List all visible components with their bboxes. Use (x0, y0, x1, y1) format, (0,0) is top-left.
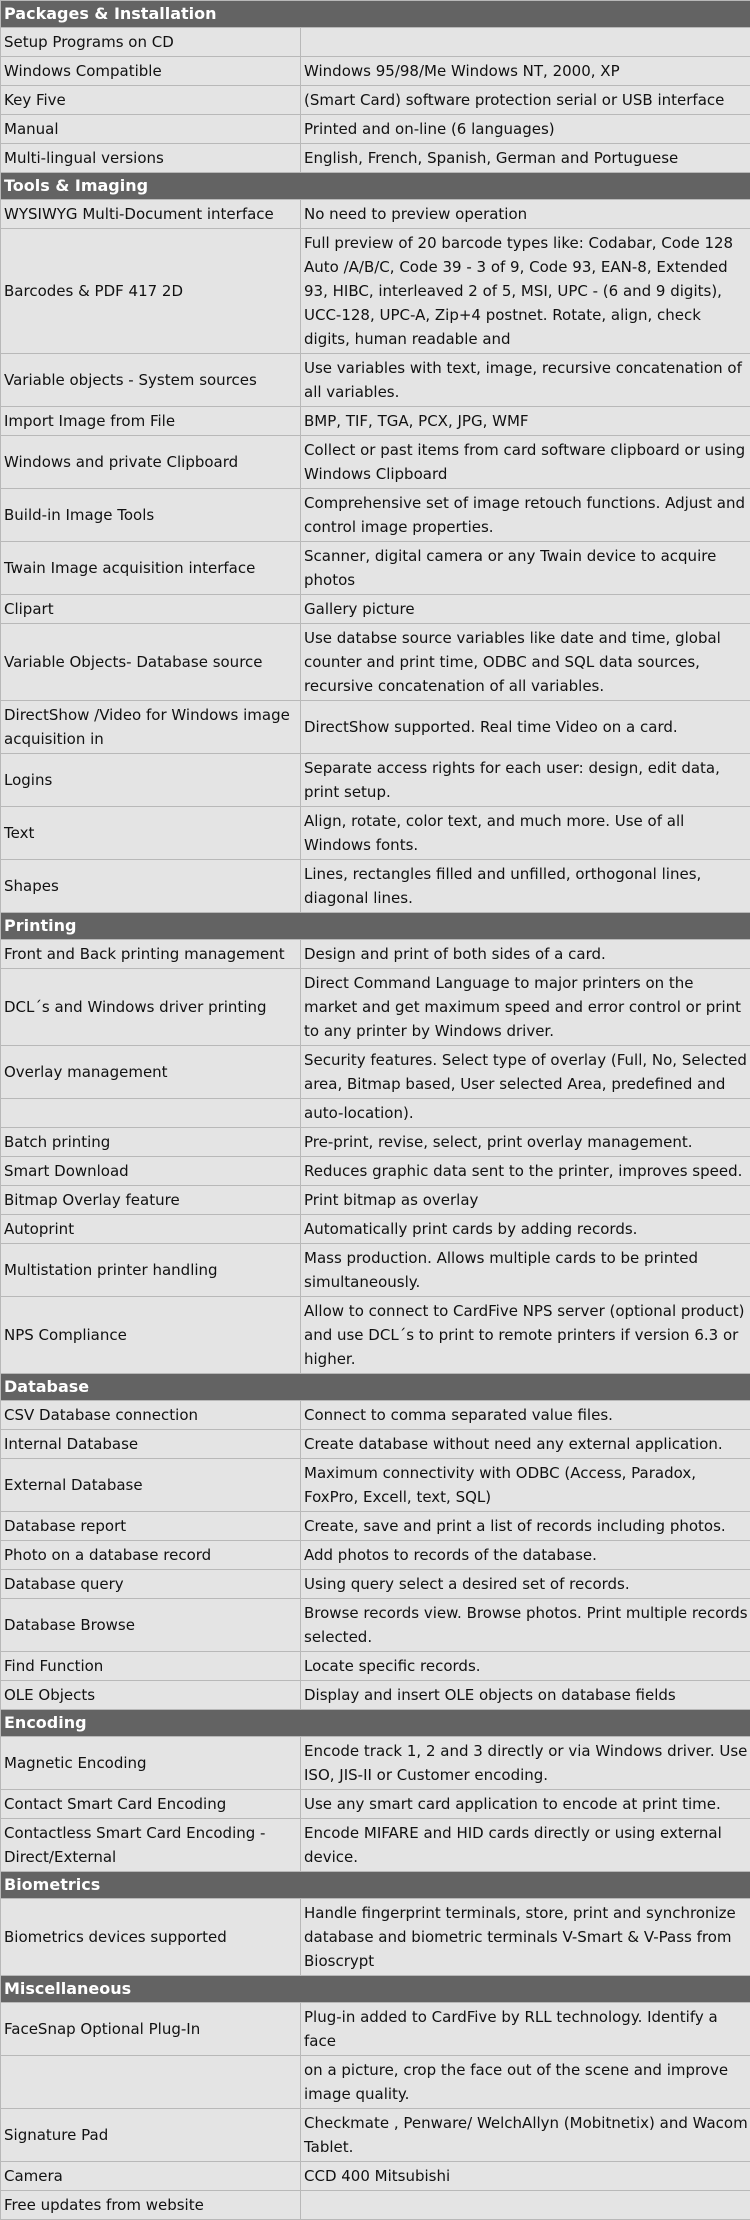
section-header (1, 1976, 750, 2003)
feature-cell: Variable Objects- Database source (1, 624, 301, 701)
features-table-body (1, 1, 750, 2220)
description-cell (301, 2191, 750, 2220)
description-cell: CCD 400 Mitsubishi (301, 2162, 750, 2191)
table-row (1, 2003, 750, 2056)
feature-cell: Front and Back printing management (1, 940, 301, 969)
feature-cell: Batch printing (1, 1128, 301, 1157)
table-row (1, 1157, 750, 1186)
feature-cell: Magnetic Encoding (1, 1737, 301, 1790)
description-cell: Use variables with text, image, recursive concatenation of all variables. (301, 354, 750, 407)
table-row (1, 2056, 750, 2109)
table-row (1, 1790, 750, 1819)
description-cell: auto-location). (301, 1099, 750, 1128)
feature-cell: Database report (1, 1512, 301, 1541)
table-row (1, 86, 750, 115)
feature-cell: Contact Smart Card Encoding (1, 1790, 301, 1819)
table-row (1, 1737, 750, 1790)
feature-cell: Setup Programs on CD (1, 28, 301, 57)
feature-cell: Overlay management (1, 1046, 301, 1099)
feature-cell: DirectShow /Video for Windows image acquisition in (1, 701, 301, 754)
description-cell: No need to preview operation (301, 200, 750, 229)
feature-cell: Free updates from website (1, 2191, 301, 2220)
description-cell: Connect to comma separated value files. (301, 1401, 750, 1430)
description-cell: Print bitmap as overlay (301, 1186, 750, 1215)
description-cell: Checkmate , Penware/ WelchAllyn (Mobitnetix) and Wacom Tablet. (301, 2109, 750, 2162)
description-cell: Browse records view. Browse photos. Print multiple records selected. (301, 1599, 750, 1652)
feature-cell: Photo on a database record (1, 1541, 301, 1570)
feature-cell: Shapes (1, 860, 301, 913)
table-row (1, 1819, 750, 1872)
feature-cell (1, 1099, 301, 1128)
table-row (1, 1186, 750, 1215)
table-row (1, 1046, 750, 1099)
table-row (1, 624, 750, 701)
table-row (1, 1430, 750, 1459)
table-row (1, 542, 750, 595)
table-row (1, 57, 750, 86)
feature-cell: Build-in Image Tools (1, 489, 301, 542)
table-row (1, 940, 750, 969)
table-row (1, 1128, 750, 1157)
table-row (1, 1244, 750, 1297)
description-cell: Mass production. Allows multiple cards to be printed simultaneously. (301, 1244, 750, 1297)
description-cell: Create database without need any external application. (301, 1430, 750, 1459)
feature-cell: Clipart (1, 595, 301, 624)
feature-cell: Find Function (1, 1652, 301, 1681)
table-row (1, 1099, 750, 1128)
description-cell: Maximum connectivity with ODBC (Access, Paradox, FoxPro, Excell, text, SQL) (301, 1459, 750, 1512)
section-header (1, 1710, 750, 1737)
table-row (1, 1297, 750, 1374)
description-cell: Use any smart card application to encode at print time. (301, 1790, 750, 1819)
table-row (1, 1599, 750, 1652)
table-row (1, 200, 750, 229)
section-header (1, 173, 750, 200)
description-cell: Printed and on-line (6 languages) (301, 115, 750, 144)
description-cell: DirectShow supported. Real time Video on a card. (301, 701, 750, 754)
table-row (1, 1215, 750, 1244)
feature-cell: Manual (1, 115, 301, 144)
feature-cell: Bitmap Overlay feature (1, 1186, 301, 1215)
feature-cell (1, 2056, 301, 2109)
feature-cell: Database Browse (1, 1599, 301, 1652)
description-cell: Using query select a desired set of records. (301, 1570, 750, 1599)
description-cell: BMP, TIF, TGA, PCX, JPG, WMF (301, 407, 750, 436)
feature-cell: Camera (1, 2162, 301, 2191)
feature-cell: Internal Database (1, 1430, 301, 1459)
table-row (1, 1570, 750, 1599)
feature-cell: OLE Objects (1, 1681, 301, 1710)
feature-cell: Database query (1, 1570, 301, 1599)
feature-cell: Barcodes & PDF 417 2D (1, 229, 301, 354)
feature-cell: Signature Pad (1, 2109, 301, 2162)
table-row (1, 1512, 750, 1541)
description-cell: Display and insert OLE objects on database fields (301, 1681, 750, 1710)
description-cell: Separate access rights for each user: design, edit data, print setup. (301, 754, 750, 807)
description-cell: Full preview of 20 barcode types like: Codabar, Code 128 Auto /A/B/C, Code 39 - 3 of 9, Code 93, EAN-8, Extended 93, HIBC, interleaved 2 of 5, MSI, UPC - (6 and 9 digits), UCC-128, UPC-A, Zip+4 postnet. Rotate, align, check digits, human readable and (301, 229, 750, 354)
table-row (1, 595, 750, 624)
description-cell: Reduces graphic data sent to the printer, improves speed. (301, 1157, 750, 1186)
table-row (1, 754, 750, 807)
section-title: Database (1, 1374, 750, 1401)
description-cell: Security features. Select type of overlay (Full, No, Selected area, Bitmap based, User selected Area, predefined and (301, 1046, 750, 1099)
description-cell: (Smart Card) software protection serial or USB interface (301, 86, 750, 115)
table-row (1, 115, 750, 144)
description-cell: Locate specific records. (301, 1652, 750, 1681)
feature-cell: DCL´s and Windows driver printing (1, 969, 301, 1046)
description-cell: Scanner, digital camera or any Twain device to acquire photos (301, 542, 750, 595)
table-row (1, 1541, 750, 1570)
feature-cell: Key Five (1, 86, 301, 115)
description-cell: English, French, Spanish, German and Portuguese (301, 144, 750, 173)
description-cell: Use databse source variables like date and time, global counter and print time, ODBC and SQL data sources, recursive concatenation of all variables. (301, 624, 750, 701)
description-cell: Direct Command Language to major printers on the market and get maximum speed and error control or print to any printer by Windows driver. (301, 969, 750, 1046)
description-cell: Add photos to records of the database. (301, 1541, 750, 1570)
description-cell: Automatically print cards by adding records. (301, 1215, 750, 1244)
section-header (1, 1, 750, 28)
feature-cell: Multi-lingual versions (1, 144, 301, 173)
table-row (1, 1899, 750, 1976)
table-row (1, 489, 750, 542)
description-cell: Windows 95/98/Me Windows NT, 2000, XP (301, 57, 750, 86)
table-row (1, 807, 750, 860)
table-row (1, 28, 750, 57)
description-cell: Design and print of both sides of a card. (301, 940, 750, 969)
feature-cell: Variable objects - System sources (1, 354, 301, 407)
description-cell: Plug-in added to CardFive by RLL technology. Identify a face (301, 2003, 750, 2056)
section-title: Biometrics (1, 1872, 750, 1899)
description-cell: Gallery picture (301, 595, 750, 624)
description-cell: Create, save and print a list of records including photos. (301, 1512, 750, 1541)
section-title: Printing (1, 913, 750, 940)
feature-cell: CSV Database connection (1, 1401, 301, 1430)
table-row (1, 969, 750, 1046)
description-cell: Encode track 1, 2 and 3 directly or via Windows driver. Use ISO, JIS-II or Customer encoding. (301, 1737, 750, 1790)
feature-cell: Contactless Smart Card Encoding - Direct/External (1, 1819, 301, 1872)
table-row (1, 436, 750, 489)
feature-cell: FaceSnap Optional Plug-In (1, 2003, 301, 2056)
description-cell: Align, rotate, color text, and much more. Use of all Windows fonts. (301, 807, 750, 860)
description-cell (301, 28, 750, 57)
feature-cell: Text (1, 807, 301, 860)
feature-cell: NPS Compliance (1, 1297, 301, 1374)
section-title: Packages & Installation (1, 1, 750, 28)
section-title: Encoding (1, 1710, 750, 1737)
table-row (1, 2191, 750, 2220)
feature-cell: Multistation printer handling (1, 1244, 301, 1297)
feature-cell: Autoprint (1, 1215, 301, 1244)
section-title: Tools & Imaging (1, 173, 750, 200)
feature-cell: Smart Download (1, 1157, 301, 1186)
table-row (1, 1401, 750, 1430)
table-row (1, 701, 750, 754)
feature-cell: Biometrics devices supported (1, 1899, 301, 1976)
feature-cell: Twain Image acquisition interface (1, 542, 301, 595)
feature-cell: Windows Compatible (1, 57, 301, 86)
description-cell: on a picture, crop the face out of the scene and improve image quality. (301, 2056, 750, 2109)
table-row (1, 1652, 750, 1681)
description-cell: Pre-print, revise, select, print overlay management. (301, 1128, 750, 1157)
table-row (1, 2109, 750, 2162)
description-cell: Allow to connect to CardFive NPS server (optional product) and use DCL´s to print to remote printers if version 6.3 or higher. (301, 1297, 750, 1374)
description-cell: Encode MIFARE and HID cards directly or using external device. (301, 1819, 750, 1872)
table-row (1, 407, 750, 436)
description-cell: Lines, rectangles filled and unfilled, orthogonal lines, diagonal lines. (301, 860, 750, 913)
section-header (1, 1872, 750, 1899)
section-header (1, 1374, 750, 1401)
table-row (1, 229, 750, 354)
table-row (1, 860, 750, 913)
feature-cell: Windows and private Clipboard (1, 436, 301, 489)
table-row (1, 144, 750, 173)
feature-cell: Logins (1, 754, 301, 807)
table-row (1, 354, 750, 407)
description-cell: Collect or past items from card software clipboard or using Windows Clipboard (301, 436, 750, 489)
description-cell: Comprehensive set of image retouch functions. Adjust and control image properties. (301, 489, 750, 542)
table-row (1, 1681, 750, 1710)
feature-cell: WYSIWYG Multi-Document interface (1, 200, 301, 229)
table-row (1, 1459, 750, 1512)
feature-cell: Import Image from File (1, 407, 301, 436)
section-title: Miscellaneous (1, 1976, 750, 2003)
section-header (1, 913, 750, 940)
table-row (1, 2162, 750, 2191)
feature-cell: External Database (1, 1459, 301, 1512)
description-cell: Handle fingerprint terminals, store, print and synchronize database and biometric terminals V-Smart & V-Pass from Bioscrypt (301, 1899, 750, 1976)
